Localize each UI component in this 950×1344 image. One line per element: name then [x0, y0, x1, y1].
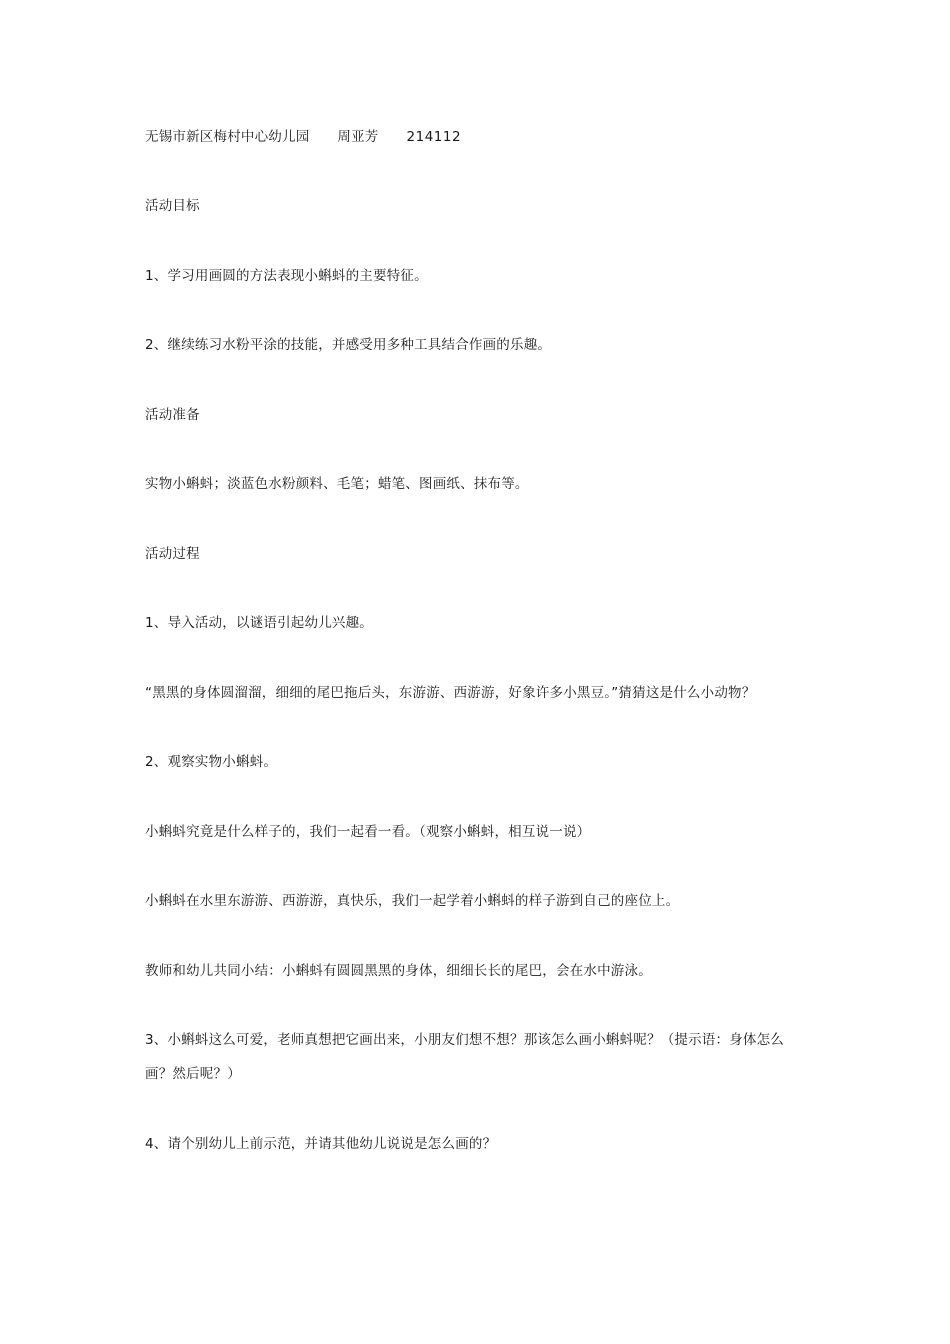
observe-text-1: 小蝌蚪究竟是什么样子的，我们一起看一看。（观察小蝌蚪，相互说一说）	[145, 824, 591, 840]
postcode: 214112	[406, 129, 462, 145]
step-3: 3、小蝌蚪这么可爱，老师真想把它画出来，小朋友们想不想？那该怎么画小蝌蚪呢？（提示语：身体怎么画？然后呢？）	[145, 1032, 784, 1082]
step-1: 1、导入活动，以谜语引起幼儿兴趣。	[145, 615, 373, 631]
school-name: 无锡市新区梅村中心幼儿园	[145, 129, 310, 145]
teacher-name: 周亚芳	[337, 129, 379, 145]
observe-text-2: 小蝌蚪在水里东游游、西游游，真快乐，我们一起学着小蝌蚪的样子游到自己的座位上。	[145, 893, 680, 909]
goal-item-1: 1、学习用画圆的方法表现小蝌蚪的主要特征。	[145, 268, 428, 284]
process-heading: 活动过程	[145, 546, 200, 562]
step-2: 2、观察实物小蝌蚪。	[145, 754, 278, 770]
prep-heading: 活动准备	[145, 407, 200, 423]
goal-item-2: 2、继续练习水粉平涂的技能，并感受用多种工具结合作画的乐趣。	[145, 337, 552, 353]
summary-text: 教师和幼儿共同小结：小蝌蚪有圆圆黑黑的身体，细细长长的尾巴，会在水中游泳。	[145, 963, 652, 979]
riddle-text: “黑黑的身体圆溜溜，细细的尾巴拖后头，东游游、西游游，好象许多小黑豆。”猜猜这是什么小动物？	[145, 685, 756, 701]
step-4: 4、请个别幼儿上前示范，并请其他幼儿说说是怎么画的？	[145, 1136, 497, 1152]
goals-heading: 活动目标	[145, 198, 200, 214]
header-line	[145, 120, 810, 154]
prep-text: 实物小蝌蚪；淡蓝色水粉颜料、毛笔；蜡笔、图画纸、抹布等。	[145, 476, 529, 492]
